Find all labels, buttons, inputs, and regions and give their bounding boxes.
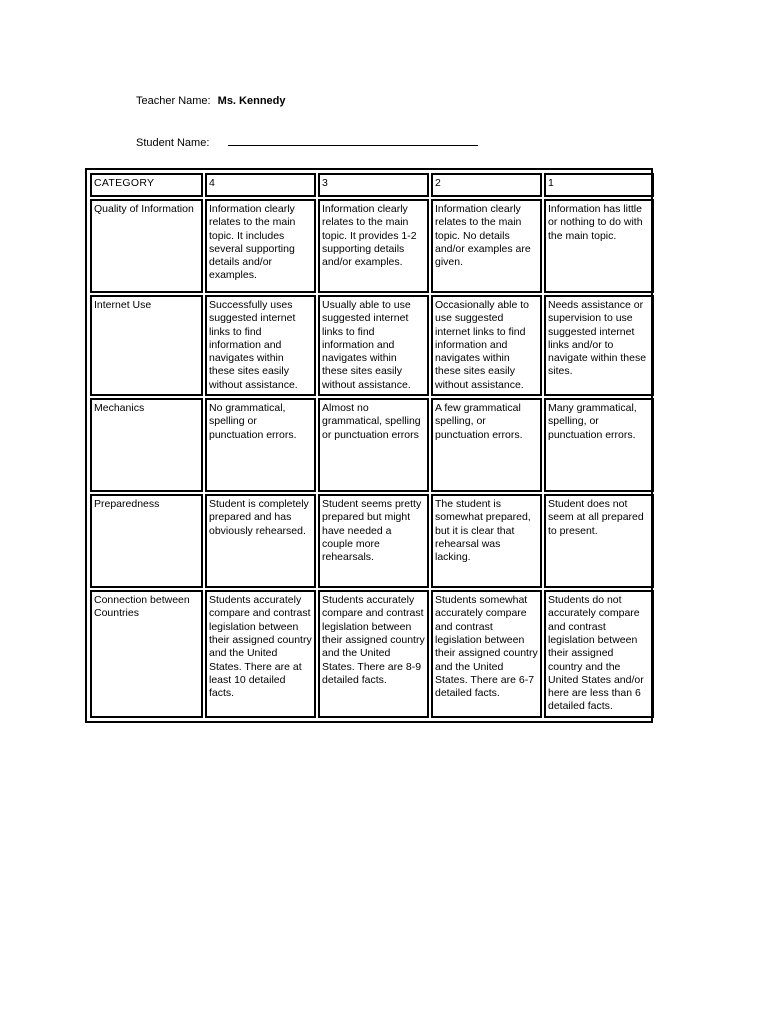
rubric-row-connection-between-countries <box>90 590 654 718</box>
criteria-cell-score-3: Usually able to use suggested internet links to find information and navigates within these sites easily without assistance. <box>318 295 429 396</box>
criteria-cell-score-1: Students do not accurately compare and contrast legislation between their assigned country and the United States and/or here are less than 6 detailed facts. <box>544 590 654 718</box>
header-score-4: 4 <box>205 173 316 197</box>
teacher-name-value: Ms. Kennedy <box>217 95 286 107</box>
rubric-row-preparedness <box>90 494 654 588</box>
category-cell: Internet Use <box>90 295 203 396</box>
criteria-cell-score-3: Almost no grammatical, spelling or punctuation errors <box>318 398 429 492</box>
criteria-cell-score-4: Information clearly relates to the main topic. It includes several supporting details and/or examples. <box>205 199 316 293</box>
rubric-table <box>88 171 656 720</box>
criteria-cell-score-2: The student is somewhat prepared, but it is clear that rehearsal was lacking. <box>431 494 542 588</box>
criteria-cell-score-4: Successfully uses suggested internet links to find information and navigates within these sites easily without assistance. <box>205 295 316 396</box>
category-cell: Mechanics <box>90 398 203 492</box>
criteria-cell-score-1: Information has little or nothing to do with the main topic. <box>544 199 654 293</box>
category-cell: Preparedness <box>90 494 203 588</box>
teacher-name-label: Teacher Name: <box>136 95 211 107</box>
criteria-cell-score-1: Many grammatical, spelling, or punctuation errors. <box>544 398 654 492</box>
rubric-row-mechanics <box>90 398 654 492</box>
header-score-2: 2 <box>431 173 542 197</box>
criteria-cell-score-1: Student does not seem at all prepared to present. <box>544 494 654 588</box>
student-name-blank <box>228 136 478 146</box>
criteria-cell-score-4: No grammatical, spelling or punctuation errors. <box>205 398 316 492</box>
category-cell: Quality of Information <box>90 199 203 293</box>
header-score-1: 1 <box>544 173 654 197</box>
rubric-header-row <box>90 173 654 197</box>
student-name-line <box>136 136 478 149</box>
category-cell: Connection between Countries <box>90 590 203 718</box>
criteria-cell-score-2: A few grammatical spelling, or punctuation errors. <box>431 398 542 492</box>
criteria-cell-score-2: Occasionally able to use suggested internet links to find information and navigates within these sites easily without assistance. <box>431 295 542 396</box>
criteria-cell-score-2: Information clearly relates to the main topic. No details and/or examples are given. <box>431 199 542 293</box>
criteria-cell-score-3: Information clearly relates to the main topic. It provides 1-2 supporting details and/or examples. <box>318 199 429 293</box>
criteria-cell-score-3: Student seems pretty prepared but might have needed a couple more rehearsals. <box>318 494 429 588</box>
rubric-row-quality-of-information <box>90 199 654 293</box>
header-score-3: 3 <box>318 173 429 197</box>
teacher-name-line <box>136 95 286 107</box>
student-name-label: Student Name: <box>136 137 210 149</box>
criteria-cell-score-1: Needs assistance or supervision to use suggested internet links and/or to navigate within these sites. <box>544 295 654 396</box>
criteria-cell-score-3: Students accurately compare and contrast legislation between their assigned country and the United States. There are 8-9 detailed facts. <box>318 590 429 718</box>
rubric-table-frame <box>85 168 653 723</box>
criteria-cell-score-4: Student is completely prepared and has obviously rehearsed. <box>205 494 316 588</box>
rubric-row-internet-use <box>90 295 654 396</box>
header-category: CATEGORY <box>90 173 203 197</box>
criteria-cell-score-2: Students somewhat accurately compare and contrast legislation between their assigned country and the United States. There are 6-7 detailed facts. <box>431 590 542 718</box>
criteria-cell-score-4: Students accurately compare and contrast legislation between their assigned country and the United States. There are at least 10 detailed facts. <box>205 590 316 718</box>
